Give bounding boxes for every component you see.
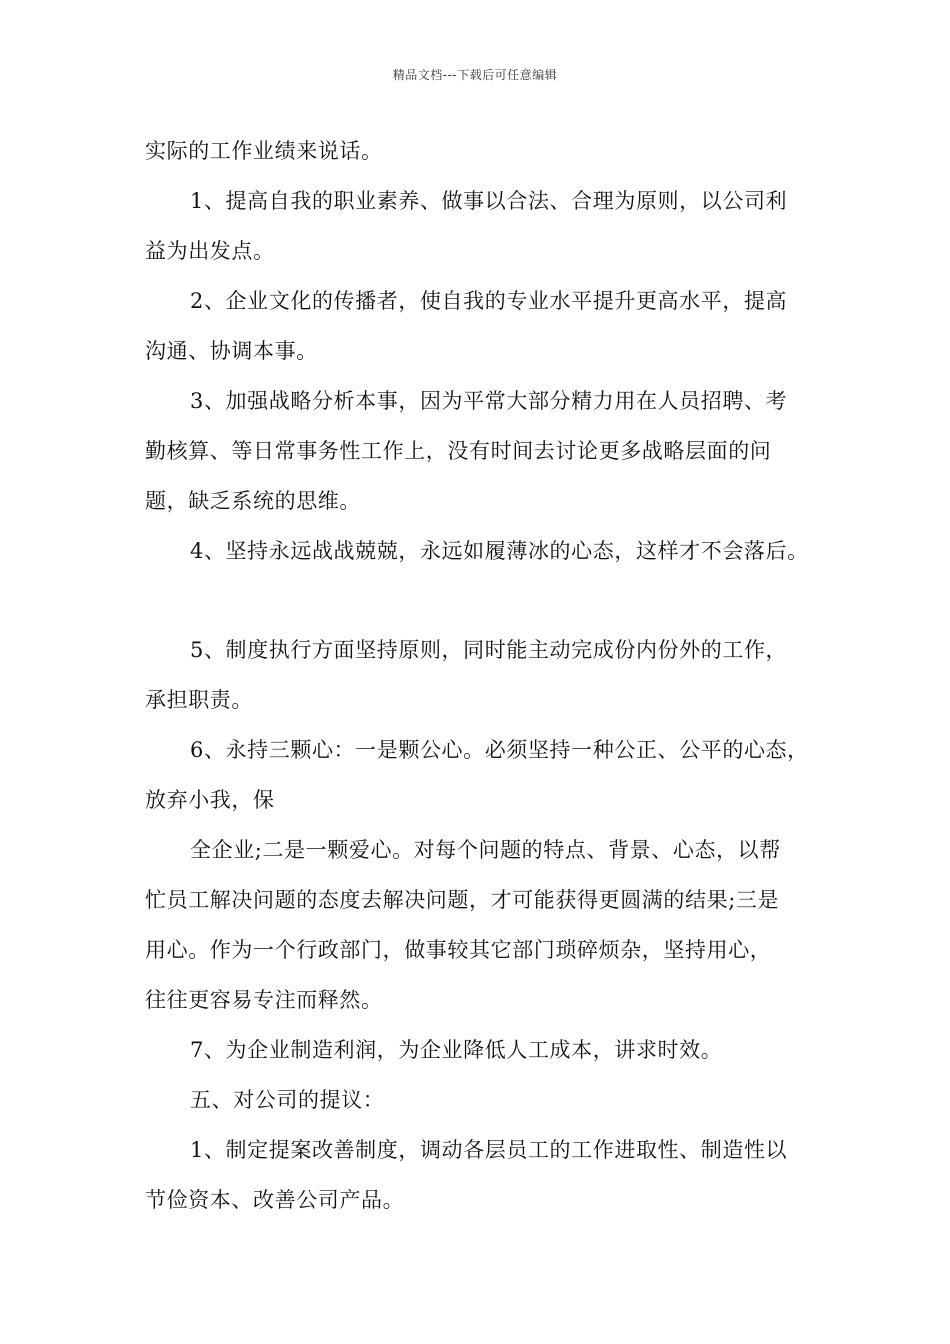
text-line: 益为出发点。	[145, 239, 275, 263]
section-heading: 五、对公司的提议：	[190, 1088, 385, 1112]
text-line: 勤核算、等日常事务性工作上，没有时间去讨论更多战略层面的问	[145, 439, 772, 463]
text-line: 1、制定提案改善制度，调动各层员工的工作进取性、制造性以	[190, 1138, 788, 1162]
text-line: 1、提高自我的职业素养、做事以合法、合理为原则，以公司利	[190, 189, 788, 213]
text-line: 3、加强战略分析本事，因为平常大部分精力用在人员招聘、考	[190, 389, 788, 413]
text-line: 4、坚持永远战战兢兢，永远如履薄冰的心态，这样才不会落后。	[190, 539, 809, 563]
text-line: 题，缺乏系统的思维。	[145, 489, 361, 513]
text-line: 6、永持三颗心：一是颗公心。必须坚持一种公正、公平的心态，	[190, 738, 809, 762]
text-line: 7、为企业制造利润，为企业降低人工成本，讲求时效。	[190, 1038, 723, 1062]
text-line: 承担职责。	[145, 688, 253, 712]
text-line: 放弃小我，保	[145, 788, 275, 812]
text-line: 往往更容易专注而释然。	[145, 988, 383, 1012]
text-line: 全企业;二是一颗爱心。对每个问题的特点、背景、心态，以帮	[190, 838, 781, 862]
text-line: 实际的工作业绩来说话。	[145, 139, 383, 163]
text-line: 2、企业文化的传播者，使自我的专业水平提升更高水平，提高	[190, 289, 788, 313]
text-line: 用心。作为一个行政部门，做事较其它部门琐碎烦杂，坚持用心，	[145, 938, 772, 962]
text-line: 5、制度执行方面坚持原则，同时能主动完成份内份外的工作，	[190, 638, 788, 662]
page-header: 精品文档---下载后可任意编辑	[392, 68, 558, 82]
text-line: 节俭资本、改善公司产品。	[145, 1188, 405, 1212]
text-line: 忙员工解决问题的态度去解决问题，才可能获得更圆满的结果;三是	[145, 888, 780, 912]
text-line: 沟通、协调本事。	[145, 339, 318, 363]
